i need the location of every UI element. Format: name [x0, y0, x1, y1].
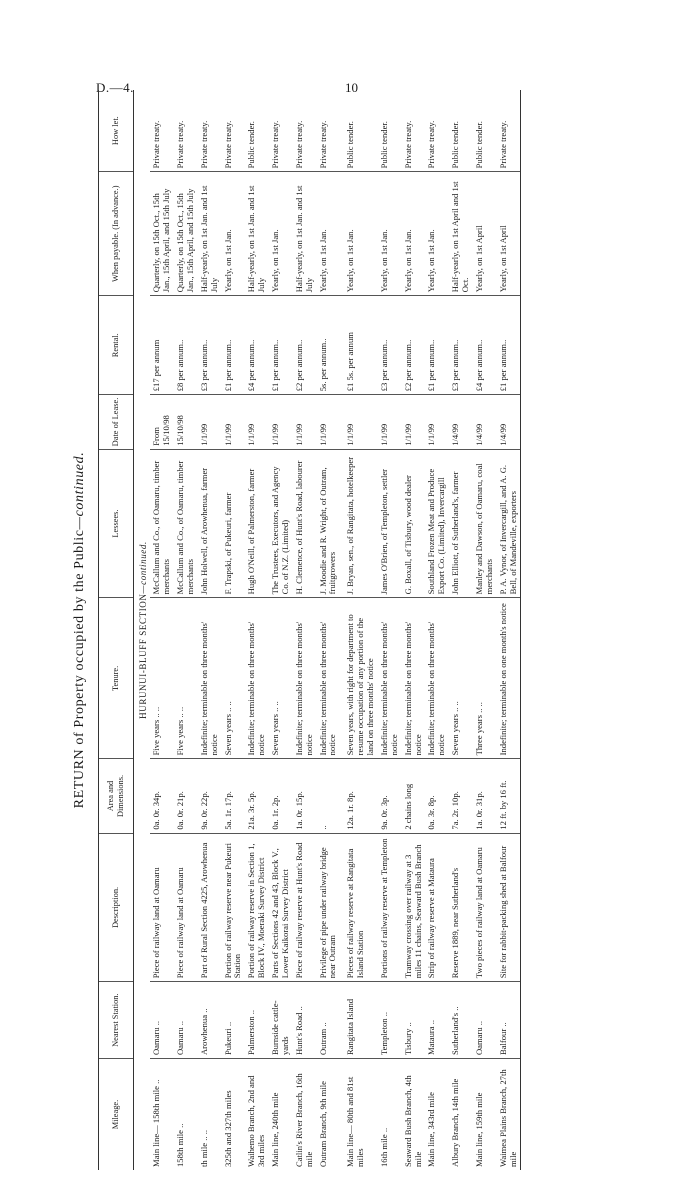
table-row [150, 90, 174, 1170]
col-station: Nearest Station. [99, 982, 134, 1059]
tenure-cell: Indefinite; terminable on three months' notice [293, 598, 317, 759]
section-heading-row [134, 90, 151, 1170]
area-cell: 9a. 0r. 3p. [378, 759, 402, 833]
how-let-cell: Public tender. [245, 90, 269, 172]
station-cell: Templeton .. [378, 982, 402, 1059]
area-cell: .. [317, 759, 341, 833]
payable-cell: Yearly, on 1st April [497, 172, 521, 296]
how-let-cell: Private treaty. [293, 90, 317, 172]
payable-cell: Yearly, on 1st Jan. [378, 172, 402, 296]
area-cell: 1a. 0r. 15p. [293, 759, 317, 833]
section-heading [134, 90, 151, 1170]
rental-cell: £3 per annum.. [198, 296, 222, 395]
table-row [340, 90, 378, 1170]
col-payable: When payable. (In advance.) [99, 172, 134, 296]
description-cell: Two pieces of railway land at Oamaru [473, 833, 497, 982]
tenure-cell: Indefinite; terminable on three months' notice [317, 598, 341, 759]
description-cell: Piece of railway land at Oamaru [150, 833, 174, 982]
lessees-cell: F. Trapski, of Pukeuri, farmer [222, 449, 246, 598]
area-cell: 21a. 3r. 5p. [245, 759, 269, 833]
tenure-cell: Seven years .. .. [449, 598, 473, 759]
document-code: D.—4. [96, 80, 134, 95]
station-cell: Pukeuri .. [222, 982, 246, 1059]
col-date: Date of Lease. [99, 395, 134, 449]
table-row [198, 90, 222, 1170]
payable-cell: Half-yearly, on 1st Jan. and 1st July [198, 172, 222, 296]
mileage-cell: th mile .. .. [198, 1130, 209, 1167]
tenure-cell: Indefinite; terminable on one month's notice [497, 598, 521, 759]
col-mileage: Mileage. [99, 1059, 134, 1170]
col-lessees: Lessees. [99, 449, 134, 598]
lessees-cell: Manley and Dawson, of Oamaru, coal merchants [473, 449, 497, 598]
area-cell: 0a. 1r. 2p. [269, 759, 293, 833]
payable-cell: Half-yearly, on 1st Jan. and 1st July [293, 172, 317, 296]
mileage-cell: Main line, 343rd mile [426, 1092, 437, 1167]
rental-cell: £1 per annum.. [497, 296, 521, 395]
lessees-cell: G. Boxall, of Tisbury, wood dealer [402, 449, 426, 598]
property-table [98, 90, 521, 1170]
mileage-cell: 325th and 327th miles [222, 1090, 233, 1167]
mileage-cell: Waimea Plains Branch, 27th mile [497, 1059, 521, 1170]
payable-cell: Yearly, on 1st Jan. [222, 172, 246, 296]
rental-cell: £1 per annum.. [222, 296, 246, 395]
payable-cell: Yearly, on 1st Jan. [425, 172, 449, 296]
how-let-cell: Private treaty. [425, 90, 449, 172]
area-cell: 1a. 0r. 31p. [473, 759, 497, 833]
station-cell: Tisbury .. [402, 982, 426, 1059]
area-cell: 0a. 0r. 34p. [150, 759, 174, 833]
mileage-cell: Seaward Bush Branch, 4th mile [402, 1075, 423, 1167]
mileage-cell: 16th mile .. [378, 1127, 389, 1167]
lessees-cell: J. Bryan, sen., of Rangitata, hotelkeeper [340, 449, 378, 598]
table-row [449, 90, 473, 1170]
rental-cell: £2 per annum.. [402, 296, 426, 395]
description-cell: Privilege of pipe under railway bridge near Outram [317, 833, 341, 982]
rotated-table-sheet [72, 90, 655, 1170]
table-row [402, 90, 426, 1170]
lessees-cell: McCallum and Co., of Oamaru, timber merchants [174, 449, 198, 598]
description-cell: Portions of railway reserve at Templeton [378, 833, 402, 982]
station-cell: Rangitata Island [340, 982, 378, 1059]
table-row [378, 90, 402, 1170]
rental-cell: £1 per annum.. [269, 296, 293, 395]
area-cell: 0a. 3r. 8p. [425, 759, 449, 833]
rental-cell: £4 per annum.. [473, 296, 497, 395]
how-let-cell: Private treaty. [150, 90, 174, 172]
date-cell: 1/1/99 [222, 395, 246, 449]
how-let-cell: Private treaty. [222, 90, 246, 172]
station-cell: Oamaru .. [473, 982, 497, 1059]
payable-cell: Yearly, on 1st Jan. [340, 172, 378, 296]
date-cell: 1/1/99 [245, 395, 269, 449]
rental-cell: £4 per annum.. [245, 296, 269, 395]
table-row [245, 90, 269, 1170]
date-cell: 1/1/99 [402, 395, 426, 449]
description-cell: Strip of railway reserve at Mataura [425, 833, 449, 982]
mileage-cell: 158th mile .. [175, 1123, 186, 1167]
date-cell: 1/1/99 [198, 395, 222, 449]
lessees-cell: P. A. Vynor, of Invercargill, and A. G. Bell, of Mandeville, exporters [497, 449, 521, 598]
tenure-cell: Indefinite; terminable on three months' notice [425, 598, 449, 759]
area-cell: 7a. 2r. 10p. [449, 759, 473, 833]
date-cell: 1/4/99 [449, 395, 473, 449]
description-cell: Piece of railway reserve at Hunt's Road [293, 833, 317, 982]
table-row [174, 90, 198, 1170]
payable-cell: Quarterly, on 15th Oct., 15th Jan., 15th April, and 15th July [174, 172, 198, 296]
mileage-cell: Main line, 240th mile [270, 1092, 281, 1167]
description-cell: Parts of Sections 42 and 43, Block V., Lower Kaikorai Survey District [269, 833, 293, 982]
description-cell: Portion of railway reserve near Pukeuri Station [222, 833, 246, 982]
description-cell: Reserve 1889, near Sutherland's [449, 833, 473, 982]
lessees-cell: John Holwell, of Arowhenua, farmer [198, 449, 222, 598]
table-row [293, 90, 317, 1170]
table-row [497, 90, 521, 1170]
station-cell: Sutherland's .. [449, 982, 473, 1059]
rental-cell: £8 per annum.. [174, 296, 198, 395]
tenure-cell: Five years .. .. [174, 598, 198, 759]
mileage-cell: Main line— 158th mile .. [151, 1079, 162, 1167]
date-cell: 1/1/99 [425, 395, 449, 449]
payable-cell: Half-yearly, on 1st Jan. and 1st July [245, 172, 269, 296]
section-suffix: —continued. [138, 541, 148, 594]
how-let-cell: Public tender. [378, 90, 402, 172]
station-cell: Arowhenua .. [198, 982, 222, 1059]
date-cell: 1/1/99 [269, 395, 293, 449]
col-tenure: Tenure. [99, 598, 134, 759]
mileage-cell: Main line— 80th and 81st miles [345, 1076, 366, 1167]
lessees-cell: The Trustees, Executors, and Agency Co. of N.Z. (Limited) [269, 449, 293, 598]
rental-cell: £3 per annum.. [449, 296, 473, 395]
table-row [317, 90, 341, 1170]
col-rental: Rental. [99, 296, 134, 395]
mileage-cell: Catlin's River Branch, 16th mile [293, 1073, 314, 1167]
table-row [222, 90, 246, 1170]
date-cell: 1/1/99 [340, 395, 378, 449]
tenure-cell: Three years .. .. [473, 598, 497, 759]
how-let-cell: Private treaty. [198, 90, 222, 172]
station-cell: Palmerston .. [245, 982, 269, 1059]
table-body [134, 90, 521, 1170]
tenure-cell: Indefinite; terminable on three months' notice [378, 598, 402, 759]
tenure-cell: Five years .. .. [150, 598, 174, 759]
col-area: Area and Dimensions. [99, 759, 134, 833]
date-cell: 1/4/99 [497, 395, 521, 449]
description-cell: Pieces of railway reserve at Rangitata Island Station [340, 833, 378, 982]
lessees-cell: McCallum and Co., of Oamaru, timber merchants [150, 449, 174, 598]
payable-cell: Half-yearly, on 1st April and 1st Oct. [449, 172, 473, 296]
lessees-cell: H. Clemence, of Hunt's Road, labourer [293, 449, 317, 598]
date-cell: 15/10/98 [174, 395, 198, 449]
rental-cell: £17 per annum [150, 296, 174, 395]
col-how-let: How let. [99, 90, 134, 172]
station-cell: Outram .. [317, 982, 341, 1059]
rental-cell: £2 per annum.. [293, 296, 317, 395]
how-let-cell: Public tender. [473, 90, 497, 172]
rental-cell: £1 per annum.. [425, 296, 449, 395]
col-description: Description. [99, 833, 134, 982]
station-cell: Oamaru .. [150, 982, 174, 1059]
date-cell: 1/4/99 [473, 395, 497, 449]
area-cell: 12 ft. by 16 ft. [497, 759, 521, 833]
page-number: 10 [345, 80, 358, 95]
area-cell: 9a. 0r. 22p. [198, 759, 222, 833]
date-cell: From 15/10/98 [150, 395, 174, 449]
mileage-cell: Outram Branch, 9th mile [317, 1081, 328, 1167]
how-let-cell: Private treaty. [317, 90, 341, 172]
header-row [99, 90, 134, 1170]
payable-cell: Yearly, on 1st Jan. [402, 172, 426, 296]
date-cell: 1/1/99 [293, 395, 317, 449]
table-row [473, 90, 497, 1170]
how-let-cell: Private treaty. [402, 90, 426, 172]
description-cell: Piece of railway land at Oamaru [174, 833, 198, 982]
description-cell: Part of Rural Section 4225, Arowhenua [198, 833, 222, 982]
rental-cell: £3 per annum.. [378, 296, 402, 395]
description-cell: Tramway crossing over railway at 3 miles 11 chains, Seaward Bush Branch [402, 833, 426, 982]
table-title [72, 90, 88, 1170]
rental-cell: £1 5s. per annum [340, 296, 378, 395]
how-let-cell: Public tender. [449, 90, 473, 172]
title-suffix: —continued. [72, 451, 87, 530]
tenure-cell: Seven years .. .. [222, 598, 246, 759]
payable-cell: Quarterly, on 15th Oct., 15th Jan., 15th April, and 15th July [150, 172, 174, 296]
station-cell: Mataura .. [425, 982, 449, 1059]
station-cell: Oamaru .. [174, 982, 198, 1059]
section-title: HURUNUI-BLUFF SECTION [138, 593, 148, 719]
description-cell: Site for rabbit-packing shed at Balfour [497, 833, 521, 982]
lessees-cell: J. Moodie and R. Wright, of Outram, fruitgrowers [317, 449, 341, 598]
tenure-cell: Indefinite; terminable on three months' notice [245, 598, 269, 759]
payable-cell: Yearly, on 1st Jan. [317, 172, 341, 296]
tenure-cell: Seven years, with right for department to resume occupation of any portion of the land on three months' notice [340, 598, 378, 759]
how-let-cell: Private treaty. [269, 90, 293, 172]
lessees-cell: James O'Brien, of Templeton, settler [378, 449, 402, 598]
payable-cell: Yearly, on 1st Jan. [269, 172, 293, 296]
station-cell: Hunt's Road .. [293, 982, 317, 1059]
mileage-cell: Waihemo Branch, 2nd and 3rd miles [246, 1075, 267, 1167]
area-cell: 0a. 0r. 21p. [174, 759, 198, 833]
how-let-cell: Public tender. [340, 90, 378, 172]
station-cell: Balfour .. [497, 982, 521, 1059]
station-cell: Burnside cattle-yards [269, 982, 293, 1059]
area-cell: 12a. 1r. 8p. [340, 759, 378, 833]
payable-cell: Yearly, on 1st April [473, 172, 497, 296]
tenure-cell: Indefinite; terminable on three months' notice [402, 598, 426, 759]
rental-cell: 5s. per annum.. [317, 296, 341, 395]
lessees-cell: Southland Frozen Meat and Produce Export Co. (Limited), Invercargill [425, 449, 449, 598]
description-cell: Portion of railway reserve in Section 1, Block IV., Moeraki Survey District [245, 833, 269, 982]
area-cell: 5a. 1r. 17p. [222, 759, 246, 833]
how-let-cell: Private treaty. [174, 90, 198, 172]
area-cell: 2 chains long [402, 759, 426, 833]
table-row [425, 90, 449, 1170]
title-main: RETURN of Property occupied by the Public [72, 529, 87, 809]
lessees-cell: John Elliott, of Sutherland's, farmer [449, 449, 473, 598]
tenure-cell: Indefinite; terminable on three months' notice [198, 598, 222, 759]
mileage-cell: Albury Branch, 14th mile [450, 1078, 461, 1167]
mileage-cell: Main line, 159th mile [473, 1092, 484, 1167]
how-let-cell: Private treaty. [497, 90, 521, 172]
date-cell: 1/1/99 [378, 395, 402, 449]
tenure-cell: Seven years .. .. [269, 598, 293, 759]
date-cell: 1/1/99 [317, 395, 341, 449]
table-row [269, 90, 293, 1170]
lessees-cell: Hugh O'Neill, of Palmerston, farmer [245, 449, 269, 598]
